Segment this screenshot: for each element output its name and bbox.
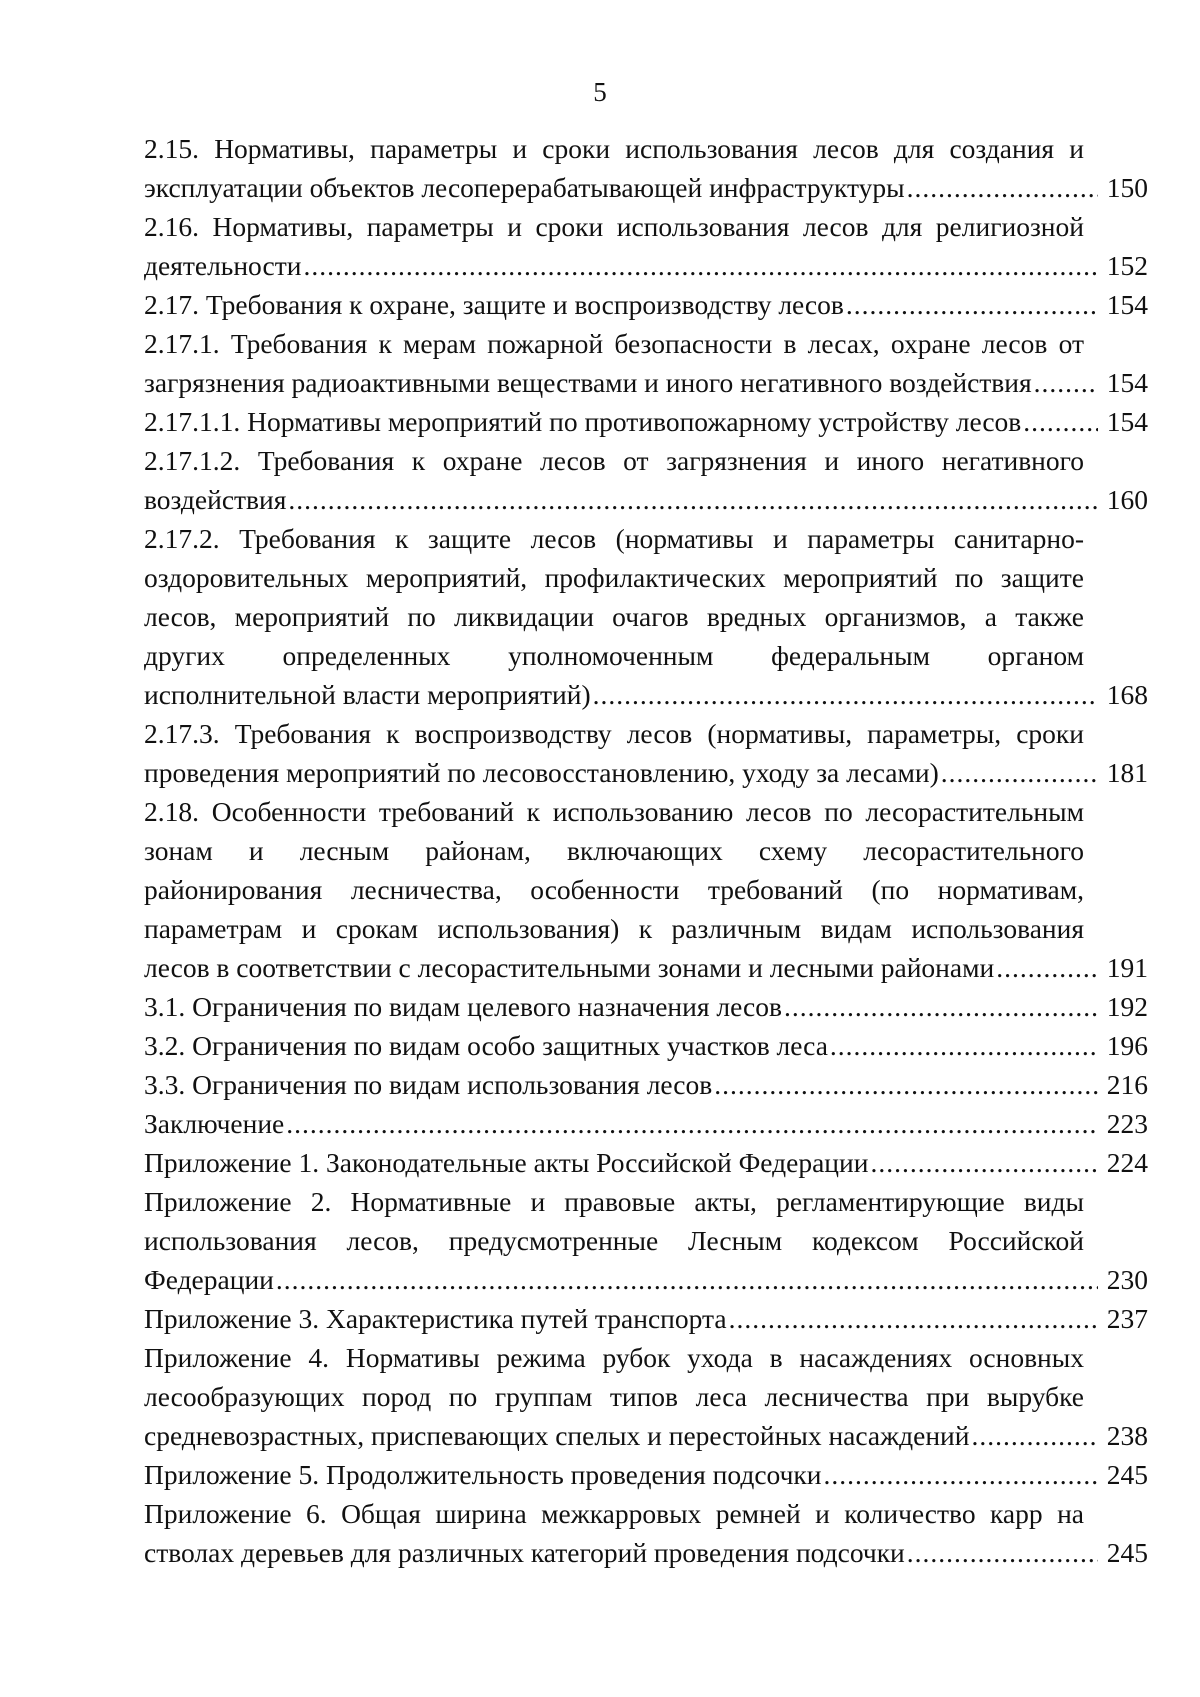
toc-page-number: 181 [1106,757,1148,788]
dot-leader [712,1065,1098,1104]
toc-entry [144,129,1148,207]
dot-leader [905,1533,1098,1572]
toc-entry-text: лесов, мероприятий по ликвидации очагов вредных организмов, а также [144,601,1084,632]
toc-entry-text: 2.17.1.2. Требования к охране лесов от загрязнения и иного негативного [144,445,1084,476]
toc-entry-text: других определенных уполномоченным федеральным органом [144,640,1084,671]
toc-page-number: 245 [1106,1537,1148,1568]
toc-page-number: 154 [1106,406,1148,437]
toc-entry-last-line [144,1260,1148,1299]
toc-entry-text: районирования лесничества, особенности требований (по нормативам, [144,874,1084,905]
toc-entry [144,441,1148,519]
toc-entry-last-line [144,402,1148,441]
toc-entry-last-line [144,675,1148,714]
toc-entry-text: зонам и лесным районам, включающих схему лесорастительного [144,835,1084,866]
dot-leader [844,285,1098,324]
toc-entry [144,402,1148,441]
toc-entry-text: Приложение 6. Общая ширина межкарровых ремней и количество карр на [144,1498,1084,1529]
toc-entry-text: средневозрастных, приспевающих спелых и перестойных насаждений [144,1420,970,1451]
page-number: 5 [593,77,607,107]
toc-entry-text: стволах деревьев для различных категорий проведения подсочки [144,1537,905,1568]
toc-page-number: 238 [1106,1420,1148,1451]
toc-page-number: 154 [1106,367,1148,398]
toc-entry-last-line [144,1416,1148,1455]
toc-entry-text: воздействия [144,484,287,515]
table-of-contents [144,129,1148,1572]
toc-entry-text: 3.1. Ограничения по видам целевого назначения лесов [144,991,782,1022]
toc-entry-text: проведения мероприятий по лесовосстановлению, уходу за лесами) [144,757,939,788]
dot-leader [905,168,1098,207]
toc-entry-last-line [144,480,1148,519]
toc-entry-text: 2.17.1.1. Нормативы мероприятий по противопожарному устройству лесов [144,406,1022,437]
toc-entry-last-line [144,1104,1148,1143]
toc-entry-text: Федерации [144,1264,274,1295]
dot-leader [994,948,1098,987]
toc-entry [144,1104,1148,1143]
toc-entry-last-line [144,1026,1148,1065]
toc-page-number: 230 [1106,1264,1148,1295]
toc-page-number: 152 [1106,250,1148,281]
toc-entry [144,714,1148,792]
toc-entry-text: Приложение 1. Законодательные акты Российской Федерации [144,1147,869,1178]
toc-entry-text: лесов в соответствии с лесорастительными зонами и лесными районами [144,952,995,983]
toc-page-number: 191 [1106,952,1148,983]
toc-entry [144,207,1148,285]
toc-entry-text: 3.3. Ограничения по видам использования лесов [144,1069,713,1100]
toc-entry-text: 2.17. Требования к охране, защите и воспроизводству лесов [144,289,844,320]
toc-entry-last-line [144,753,1148,792]
toc-entry [144,519,1148,714]
dot-leader [301,246,1098,285]
toc-entry [144,792,1148,987]
toc-entry [144,324,1148,402]
toc-entry [144,1026,1148,1065]
toc-entry [144,1182,1148,1299]
toc-page-number: 168 [1106,679,1148,710]
toc-entry-text: исполнительной власти мероприятий) [144,679,591,710]
dot-leader [286,480,1098,519]
toc-entry-text: оздоровительных мероприятий, профилактических мероприятий по защите [144,562,1084,593]
toc-entry-text: Приложение 2. Нормативные и правовые акты, регламентирующие виды [144,1186,1084,1217]
toc-entry-text: 2.15. Нормативы, параметры и сроки использования лесов для создания и [144,133,1084,164]
toc-entry-text: 3.2. Ограничения по видам особо защитных участков леса [144,1030,828,1061]
toc-entry [144,1455,1148,1494]
toc-entry-text: деятельности [144,250,302,281]
toc-entry [144,1065,1148,1104]
dot-leader [284,1104,1098,1143]
dot-leader [782,987,1098,1026]
dot-leader [591,675,1098,714]
toc-page-number: 150 [1106,172,1148,203]
dot-leader [868,1143,1098,1182]
dot-leader [969,1416,1098,1455]
dot-leader [822,1455,1099,1494]
dot-leader [274,1260,1098,1299]
toc-entry-last-line [144,987,1148,1026]
toc-entry-last-line [144,168,1148,207]
toc-page-number: 223 [1106,1108,1148,1139]
toc-entry [144,1494,1148,1572]
toc-entry-text: 2.17.2. Требования к защите лесов (нормативы и параметры санитарно- [144,523,1084,554]
toc-page-number: 224 [1106,1147,1148,1178]
toc-page-number: 216 [1106,1069,1148,1100]
toc-entry-text: Заключение [144,1108,285,1139]
toc-entry-last-line [144,285,1148,324]
toc-page-number: 192 [1106,991,1148,1022]
dot-leader [828,1026,1098,1065]
toc-entry-text: 2.17.1. Требования к мерам пожарной безопасности в лесах, охране лесов от [144,328,1084,359]
toc-entry [144,987,1148,1026]
toc-entry-text: загрязнения радиоактивными веществами и иного негативного воздействия [144,367,1032,398]
toc-entry [144,1338,1148,1455]
toc-entry-last-line [144,246,1148,285]
dot-leader [939,753,1098,792]
toc-entry-last-line [144,948,1148,987]
toc-page-number: 196 [1106,1030,1148,1061]
toc-entry-last-line [144,1299,1148,1338]
toc-entry [144,1299,1148,1338]
toc-entry-text: лесообразующих пород по группам типов леса лесничества при вырубке [144,1381,1084,1412]
toc-entry-text: Приложение 3. Характеристика путей транспорта [144,1303,727,1334]
dot-leader [1021,402,1098,441]
toc-entry-last-line [144,1533,1148,1572]
dot-leader [727,1299,1098,1338]
toc-page-number: 237 [1106,1303,1148,1334]
toc-entry-text: использования лесов, предусмотренные Лесным кодексом Российской [144,1225,1084,1256]
toc-entry [144,285,1148,324]
toc-entry-last-line [144,363,1148,402]
toc-entry-text: параметрам и срокам использования) к различным видам использования [144,913,1084,944]
toc-entry-text: 2.16. Нормативы, параметры и сроки использования лесов для религиозной [144,211,1084,242]
toc-entry [144,1143,1148,1182]
toc-entry-last-line [144,1065,1148,1104]
toc-page-number: 245 [1106,1459,1148,1490]
toc-page-number: 160 [1106,484,1148,515]
toc-entry-text: Приложение 4. Нормативы режима рубок ухода в насаждениях основных [144,1342,1084,1373]
toc-entry-last-line [144,1143,1148,1182]
toc-entry-text: эксплуатации объектов лесоперерабатывающей инфраструктуры [144,172,905,203]
toc-entry-text: Приложение 5. Продолжительность проведения подсочки [144,1459,822,1490]
toc-page-number: 154 [1106,289,1148,320]
toc-entry-last-line [144,1455,1148,1494]
dot-leader [1032,363,1098,402]
toc-entry-text: 2.17.3. Требования к воспроизводству лесов (нормативы, параметры, сроки [144,718,1084,749]
toc-entry-text: 2.18. Особенности требований к использованию лесов по лесорастительным [144,796,1084,827]
